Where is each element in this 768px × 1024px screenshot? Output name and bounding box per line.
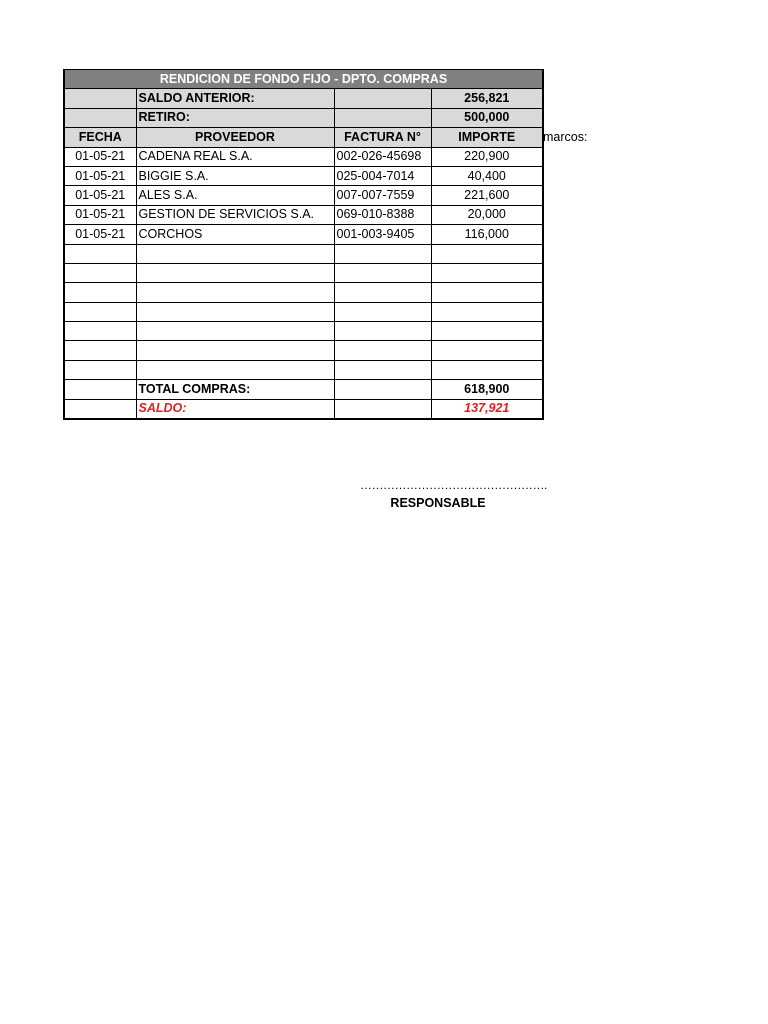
cell-empty — [64, 399, 136, 419]
cell-empty — [334, 89, 431, 108]
saldo-label: SALDO: — [136, 399, 334, 419]
table-row — [64, 225, 543, 244]
cell-empty — [64, 380, 136, 399]
side-note: marcos: — [543, 130, 588, 144]
header-factura: FACTURA N° — [334, 128, 431, 147]
empty-row — [64, 244, 543, 263]
cell-proveedor: BIGGIE S.A. — [136, 166, 334, 185]
title-row — [64, 70, 543, 89]
header-importe: IMPORTE — [431, 128, 543, 147]
header-row — [64, 128, 543, 147]
cell-empty — [64, 108, 136, 127]
sheet-title: RENDICION DE FONDO FIJO - DPTO. COMPRAS — [64, 70, 543, 89]
cell-empty — [334, 399, 431, 419]
empty-row — [64, 322, 543, 341]
cell-fecha: 01-05-21 — [64, 166, 136, 185]
table-row — [64, 205, 543, 224]
cell-factura: 002-026-45698 — [334, 147, 431, 166]
header-fecha: FECHA — [64, 128, 136, 147]
total-label: TOTAL COMPRAS: — [136, 380, 334, 399]
cell-proveedor: CADENA REAL S.A. — [136, 147, 334, 166]
cell-factura: 069-010-8388 — [334, 205, 431, 224]
table-row — [64, 147, 543, 166]
cell-empty — [334, 380, 431, 399]
empty-row — [64, 360, 543, 379]
cell-fecha: 01-05-21 — [64, 225, 136, 244]
fondo-fijo-table — [63, 69, 544, 420]
retiro-value: 500,000 — [431, 108, 543, 127]
cell-importe: 40,400 — [431, 166, 543, 185]
signature-line: …………………………………………. — [360, 478, 547, 492]
cell-proveedor: GESTION DE SERVICIOS S.A. — [136, 205, 334, 224]
total-row — [64, 380, 543, 399]
empty-row — [64, 302, 543, 321]
cell-proveedor: ALES S.A. — [136, 186, 334, 205]
saldo-anterior-value: 256,821 — [431, 89, 543, 108]
signature-label: RESPONSABLE — [390, 496, 486, 510]
saldo-row — [64, 399, 543, 419]
cell-importe: 20,000 — [431, 205, 543, 224]
cell-fecha: 01-05-21 — [64, 205, 136, 224]
cell-importe: 220,900 — [431, 147, 543, 166]
cell-fecha: 01-05-21 — [64, 147, 136, 166]
cell-factura: 001-003-9405 — [334, 225, 431, 244]
retiro-row — [64, 108, 543, 127]
cell-importe: 116,000 — [431, 225, 543, 244]
cell-empty — [64, 89, 136, 108]
cell-factura: 007-007-7559 — [334, 186, 431, 205]
empty-row — [64, 283, 543, 302]
empty-row — [64, 263, 543, 282]
table-row — [64, 186, 543, 205]
cell-fecha: 01-05-21 — [64, 186, 136, 205]
retiro-label: RETIRO: — [136, 108, 334, 127]
header-proveedor: PROVEEDOR — [136, 128, 334, 147]
saldo-anterior-row — [64, 89, 543, 108]
saldo-value: 137,921 — [431, 399, 543, 419]
table-row — [64, 166, 543, 185]
cell-proveedor: CORCHOS — [136, 225, 334, 244]
cell-empty — [334, 108, 431, 127]
saldo-anterior-label: SALDO ANTERIOR: — [136, 89, 334, 108]
cell-importe: 221,600 — [431, 186, 543, 205]
empty-row — [64, 341, 543, 360]
cell-factura: 025-004-7014 — [334, 166, 431, 185]
total-value: 618,900 — [431, 380, 543, 399]
